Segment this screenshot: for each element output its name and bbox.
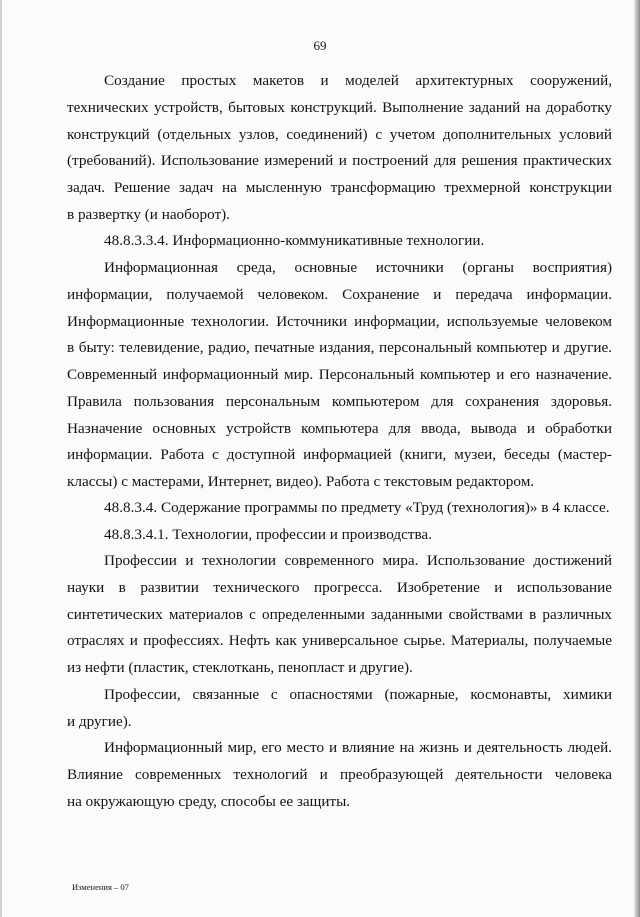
section-heading: 48.8.3.4. Содержание программы по предмету «Труд (технология)» в 4 классе. — [104, 499, 610, 516]
scan-edge-left — [0, 0, 2, 917]
text-line: Правила пользования персональным компьютером для сохранения здоровья. — [67, 393, 612, 410]
text-line: Назначение основных устройств компьютера для ввода, вывода и обработки — [67, 420, 612, 437]
text-line: задач. Решение задач на мысленную трансформацию трехмерной конструкции — [67, 179, 612, 196]
text-line: конструкций (отдельных узлов, соединений) с учетом дополнительных условий — [67, 126, 612, 143]
text-line: Информационная среда, основные источники (органы восприятия) — [104, 259, 612, 276]
text-line: Современный информационный мир. Персональный компьютер и его назначение. — [67, 366, 612, 383]
text-line: (требований). Использование измерений и построений для решения практических — [67, 152, 612, 169]
text-line: классы) с мастерами, Интернет, видео). Работа с текстовым редактором. — [67, 473, 535, 490]
text-line: Информационные технологии. Источники информации, используемые человеком — [67, 313, 612, 330]
page-number: 69 — [313, 38, 327, 53]
text-line: информации, получаемой человеком. Сохранение и передача информации. — [67, 286, 612, 303]
section-heading: 48.8.3.4.1. Технологии, профессии и производства. — [104, 526, 432, 543]
text-line: из нефти (пластик, стеклоткань, пенопласт и другие). — [67, 659, 413, 676]
text-line: Создание простых макетов и моделей архитектурных сооружений, — [104, 72, 612, 89]
footer-note: Изменения – 07 — [72, 882, 129, 892]
text-line: Влияние современных технологий и преобразующей деятельности человека — [67, 766, 612, 783]
text-line: синтетических материалов с определенными заданными свойствами в различных — [67, 606, 612, 623]
text-line: информации. Работа с доступной информацией (книги, музеи, беседы (мастер- — [67, 446, 612, 463]
scan-edge-right — [634, 0, 640, 917]
text-line: науки в развитии технического прогресса. Изобретение и использование — [67, 579, 612, 596]
text-line: в быту: телевидение, радио, печатные издания, персональный компьютер и другие. — [67, 339, 612, 356]
section-heading: 48.8.3.3.4. Информационно-коммуникативные технологии. — [104, 232, 485, 249]
text-line: технических устройств, бытовых конструкций. Выполнение заданий на доработку — [67, 99, 612, 116]
text-line: Профессии, связанные с опасностями (пожарные, космонавты, химики — [104, 686, 612, 703]
text-line: Информационный мир, его место и влияние на жизнь и деятельность людей. — [104, 739, 612, 756]
text-line: и другие). — [67, 713, 132, 730]
text-line: в развертку (и наоборот). — [67, 206, 230, 223]
text-line: на окружающую среду, способы ее защиты. — [67, 793, 351, 810]
text-line: отраслях и профессиях. Нефть как универсальное сырье. Материалы, получаемые — [67, 632, 612, 649]
text-line: Профессии и технологии современного мира. Использование достижений — [104, 552, 612, 569]
